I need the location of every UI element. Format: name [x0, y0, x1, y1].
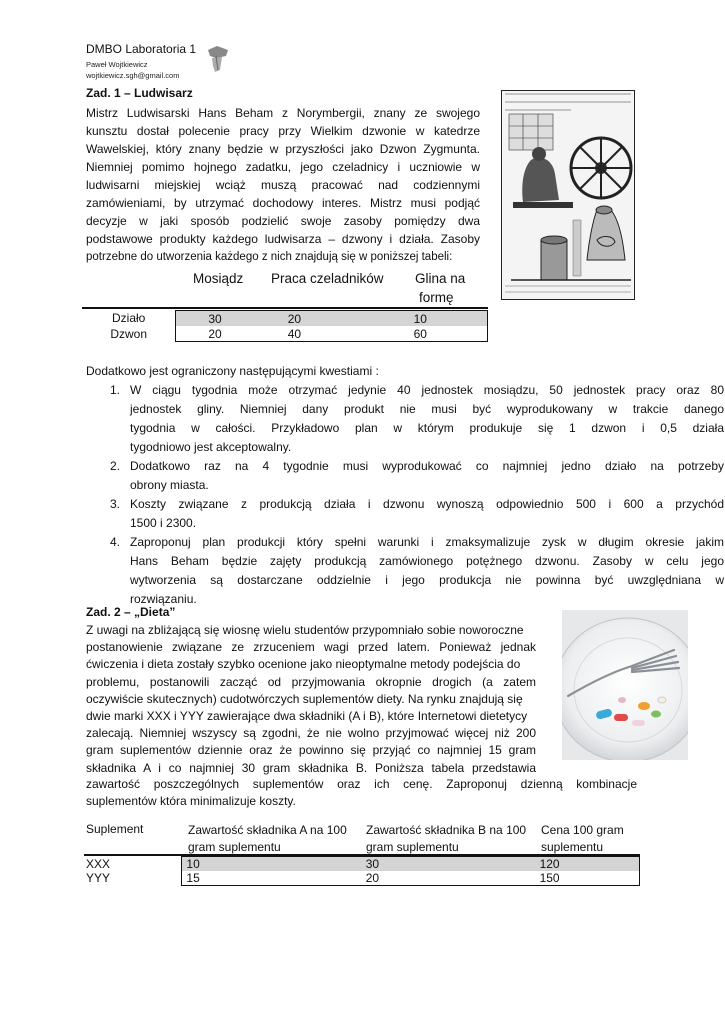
text-line: Z uwagi na zbliżającą się wiosnę wielu studentów przypomniało sobie noworoczne — [86, 623, 524, 637]
text-line: tygodnia w całości. Przykładowo plan w którym produkuje się 1 dzwon i 0,5 działa — [130, 421, 724, 435]
text-line: obrony miasta. — [130, 478, 209, 492]
header-line: Cena 100 gram — [541, 823, 624, 837]
text-line: zawartość poszczególnych suplementów oraz ich cenę. Zaproponuj dzienną kombinacje — [86, 777, 637, 791]
table-header-supplement: Suplement — [86, 822, 144, 836]
table-cell: 15 — [182, 871, 362, 886]
text-line: tygodniowo jest akceptowalny. — [130, 440, 292, 454]
author-name: Paweł Wojtkiewicz — [86, 60, 148, 69]
header-line: gram suplementu — [366, 840, 459, 854]
table-cell: 10 — [360, 311, 488, 327]
text-line: zamówieniami, by utrzymać dochodowy interes. Mistrz musi podjąć — [86, 196, 480, 210]
task2-paragraph — [86, 622, 536, 777]
supplements-table — [82, 856, 640, 886]
table-header-price — [541, 822, 624, 856]
text-line: Koszty związane z produkcją działa i dzwonu wynoszą odpowiednio 500 i 600 a przychód — [130, 497, 724, 511]
task1-heading: Zad. 1 – Ludwisarz — [86, 86, 193, 100]
text-line: Wawelskiej, który znany będzie w przyszłości jako Dzwon Zygmunta. — [86, 142, 480, 156]
plate-fork-pills-photo — [562, 610, 688, 760]
table-header-component-b — [366, 822, 526, 856]
text-line: ludwisarni miejskiej wciąż muszą pracować nad codziennymi — [86, 178, 480, 192]
table-cell: 40 — [268, 326, 360, 342]
text-line: rozwiązaniu. — [130, 592, 197, 606]
row-label: Dzwon — [110, 326, 148, 341]
table-cell: 20 — [176, 326, 268, 342]
table-header-labor: Praca czeladników — [271, 271, 384, 286]
text-line: podstawowe produkty każdego ludwisarza – dzwony i działa. Zasoby — [86, 232, 480, 246]
header-line: suplementu — [541, 840, 604, 854]
shield-logo-icon — [204, 44, 232, 74]
list-number: 1. — [110, 383, 121, 397]
text-line: potrzebne do utworzenia każdego z nich znajdują się w poniższej tabeli: — [86, 251, 453, 263]
text-line: Hans Beham będzie zajęty produkcją zamówionego potężnego dzwonu. Zasoby w celu jego — [130, 554, 724, 568]
constraints-list — [86, 381, 724, 609]
table-header-brass: Mosiądz — [193, 271, 244, 286]
document-title: DMBO Laboratoria 1 — [86, 42, 197, 56]
table-header-component-a — [188, 822, 347, 856]
text-line: W ciągu tygodnia może otrzymać jedynie 40 jednostek mosiądzu, 50 jednostek pracy oraz 80 — [130, 383, 724, 397]
row-label: YYY — [86, 871, 111, 886]
row-label: XXX — [86, 856, 111, 871]
list-number: 4. — [110, 535, 121, 549]
header-line: gram suplementu — [188, 840, 281, 854]
text-line: składnika A i co najmniej 30 gram składnika B. Poniższa tabela przedstawia — [86, 760, 536, 775]
text-line: Zaproponuj plan produkcji który spełni warunki i zmaksymalizuje zysk w długim okresie jakim — [130, 535, 724, 549]
table-rule — [82, 307, 488, 309]
text-line: postanowienie związane ze zrzuceniem wagi przed latem. Ponieważ jednak — [86, 640, 536, 655]
text-line: Dodatkowo raz na 4 tygodnie musi wyprodukować co najmniej jedno działo na potrzeby — [130, 459, 724, 473]
text-line: decyzje w jaki sposób podzielić swoje zasoby pomiędzy dwa — [86, 214, 480, 228]
table-cell: 10 — [182, 857, 362, 872]
author-email: wojtkiewicz.sgh@gmail.com — [86, 71, 180, 80]
text-line: wytworzenia są dostarczane oddzielnie i jego produkcja nie powinna być uwzględniana w — [130, 573, 724, 587]
header-line: Zawartość składnika B na 100 — [366, 823, 527, 837]
table-cell: 30 — [362, 857, 536, 872]
text-line: dwie marki XXX i YYY zawierające dwa składniki (A i B), które Internetowi dietetycy — [86, 708, 528, 723]
task1-paragraph — [86, 104, 480, 266]
text-line: gram suplementów dziennie oraz że powinno się przyjąć co najmniej 15 gram — [86, 743, 536, 758]
row-label: Działo — [112, 311, 146, 326]
table-cell: 150 — [536, 871, 640, 886]
list-item — [86, 381, 724, 457]
text-line: 1500 i 2300. — [130, 516, 197, 530]
woodcut-bellfounder-illustration — [501, 90, 635, 300]
list-item — [86, 533, 724, 609]
list-number: 3. — [110, 497, 121, 511]
constraints-intro: Dodatkowo jest ograniczony następującymi kwestiami : — [86, 364, 379, 378]
table-row — [82, 311, 488, 327]
header-line: Zawartość składnika A na 100 — [188, 823, 347, 837]
table-header-clay-form: formę — [419, 290, 454, 305]
text-line: problemu, postanowili zacząć od przyjmowania okropnie drogich (a zatem — [86, 674, 536, 689]
table-row — [82, 857, 640, 872]
text-line: Niemniej pomimo hojnego zadatku, jego czeladnicy i uczniowie w — [86, 160, 480, 174]
table-cell: 20 — [362, 871, 536, 886]
table-row — [82, 326, 488, 342]
text-line: zalecają. Niemniej wszyscy są zgodni, że nie wolno przyjmować więcej niż 200 — [86, 726, 536, 741]
table-cell: 30 — [176, 311, 268, 327]
table-header-clay: Glina na — [415, 271, 466, 286]
table-cell: 120 — [536, 857, 640, 872]
text-line: Mistrz Ludwisarski Hans Beham z Norymbergii, znany ze swojego — [86, 106, 480, 120]
table-cell: 60 — [360, 326, 488, 342]
list-number: 2. — [110, 459, 121, 473]
task2-heading: Zad. 2 – „Dieta” — [86, 605, 176, 619]
resources-table — [82, 310, 488, 342]
list-item — [86, 495, 724, 533]
text-line: suplementów która minimalizuje koszty. — [86, 794, 296, 809]
task2-paragraph-end — [86, 776, 637, 810]
text-line: ćwiczenia i dieta zostały szybko ocenione jako nieoptymalne metody podejścia do — [86, 657, 521, 672]
table-row — [82, 871, 640, 886]
table-cell: 20 — [268, 311, 360, 327]
text-line: jednostek gliny. Niemniej dany produkt nie musi być wyprodukowany w trakcie danego — [130, 402, 724, 416]
text-line: oczywiście skutecznych) cudotwórczych suplementów diety. Na rynku znajdują się — [86, 691, 523, 706]
text-line: kunsztu dostał polecenie pracy przy Wielkim dzwonie w katedrze — [86, 124, 480, 138]
list-item — [86, 457, 724, 495]
